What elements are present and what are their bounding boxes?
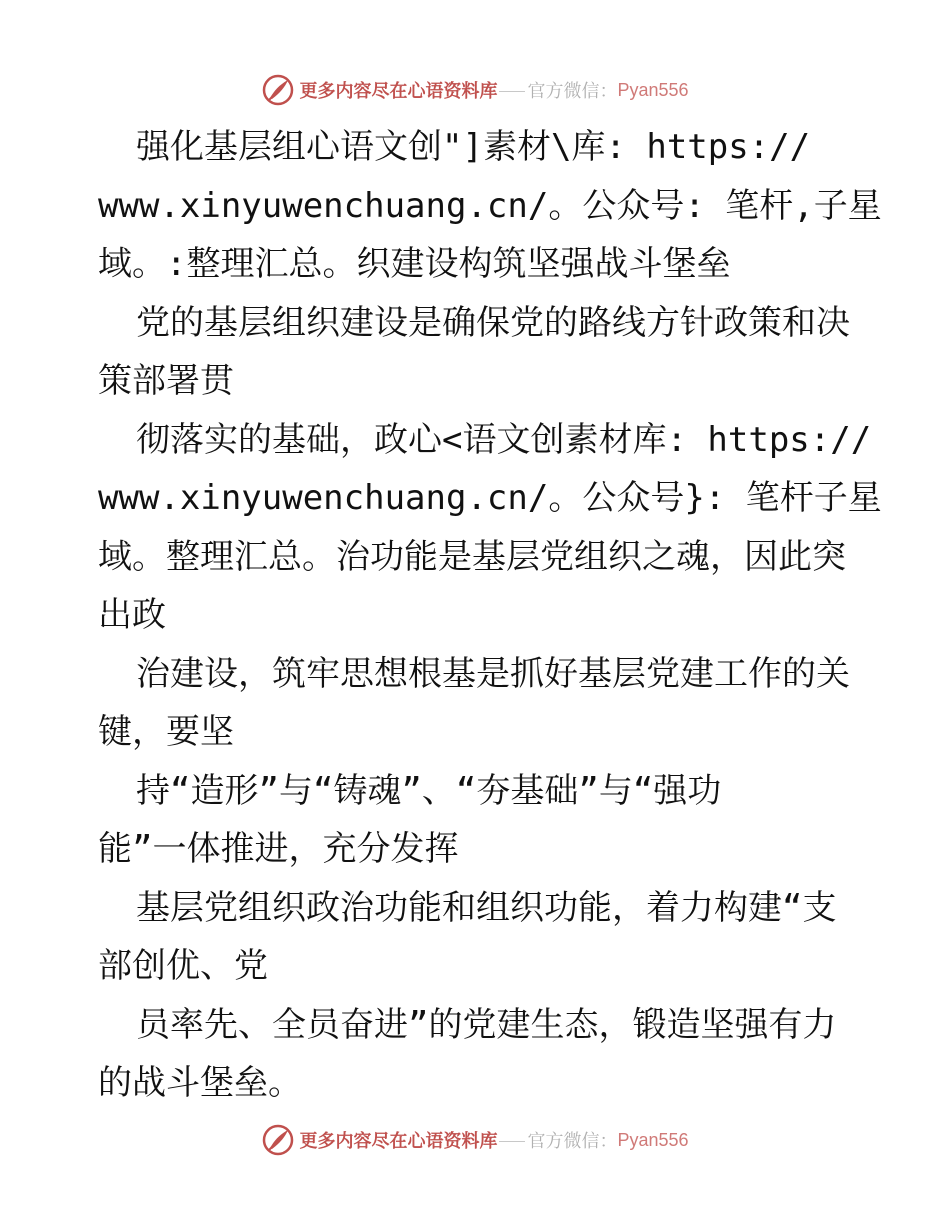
header-watermark [0,72,950,108]
footer-watermark [0,1122,950,1158]
text-line: 键，要坚 [98,712,234,752]
text-line: 策部署贯 [98,361,234,401]
text-line: 域。:整理汇总。织建设构筑坚强战斗堡垒 [98,244,731,284]
watermark-divider [499,91,525,92]
watermark-divider [499,1141,525,1142]
quill-pen-logo-icon [261,73,295,107]
watermark-main-text: 更多内容尽在心语资料库 [299,1131,498,1152]
text-line: 出政 [98,595,166,635]
text-line: 党的基层组织建设是确保党的路线方针政策和决 [136,302,850,343]
watermark-sub-text: 官方微信： [527,81,618,102]
text-line: 基层党组织政治功能和组织功能，着力构建“支 [136,887,837,928]
text-line: 能”一体推进，充分发挥 [98,829,459,869]
document-body [98,118,882,1113]
watermark-code: Pyan556 [617,79,689,100]
text-line: 治建设，筑牢思想根基是抓好基层党建工作的关 [136,653,850,694]
text-line: 持“造形”与“铸魂”、“夯基础”与“强功 [136,770,722,811]
text-line: 员率先、全员奋进”的党建生态，锻造坚强有力 [136,1004,837,1045]
text-line: www.xinyuwenchuang.cn/。公众号: 笔杆,子星 [98,185,882,226]
text-line: 的战斗堡垒。 [98,1063,302,1103]
text-line: www.xinyuwenchuang.cn/。公众号}: 笔杆子星 [98,478,882,518]
watermark-sub-text: 官方微信： [527,1131,618,1152]
quill-pen-logo-icon [261,1123,295,1157]
watermark-code: Pyan556 [617,1129,689,1150]
watermark-main-text: 更多内容尽在心语资料库 [299,81,498,102]
text-line: 域。整理汇总。治功能是基层党组织之魂，因此突 [98,536,846,577]
text-line: 彻落实的基础，政心<语文创素材库: https:// [136,419,872,460]
text-line: 部创优、党 [98,946,268,986]
text-line: 强化基层组心语文创"]素材\库: https:// [136,127,811,167]
